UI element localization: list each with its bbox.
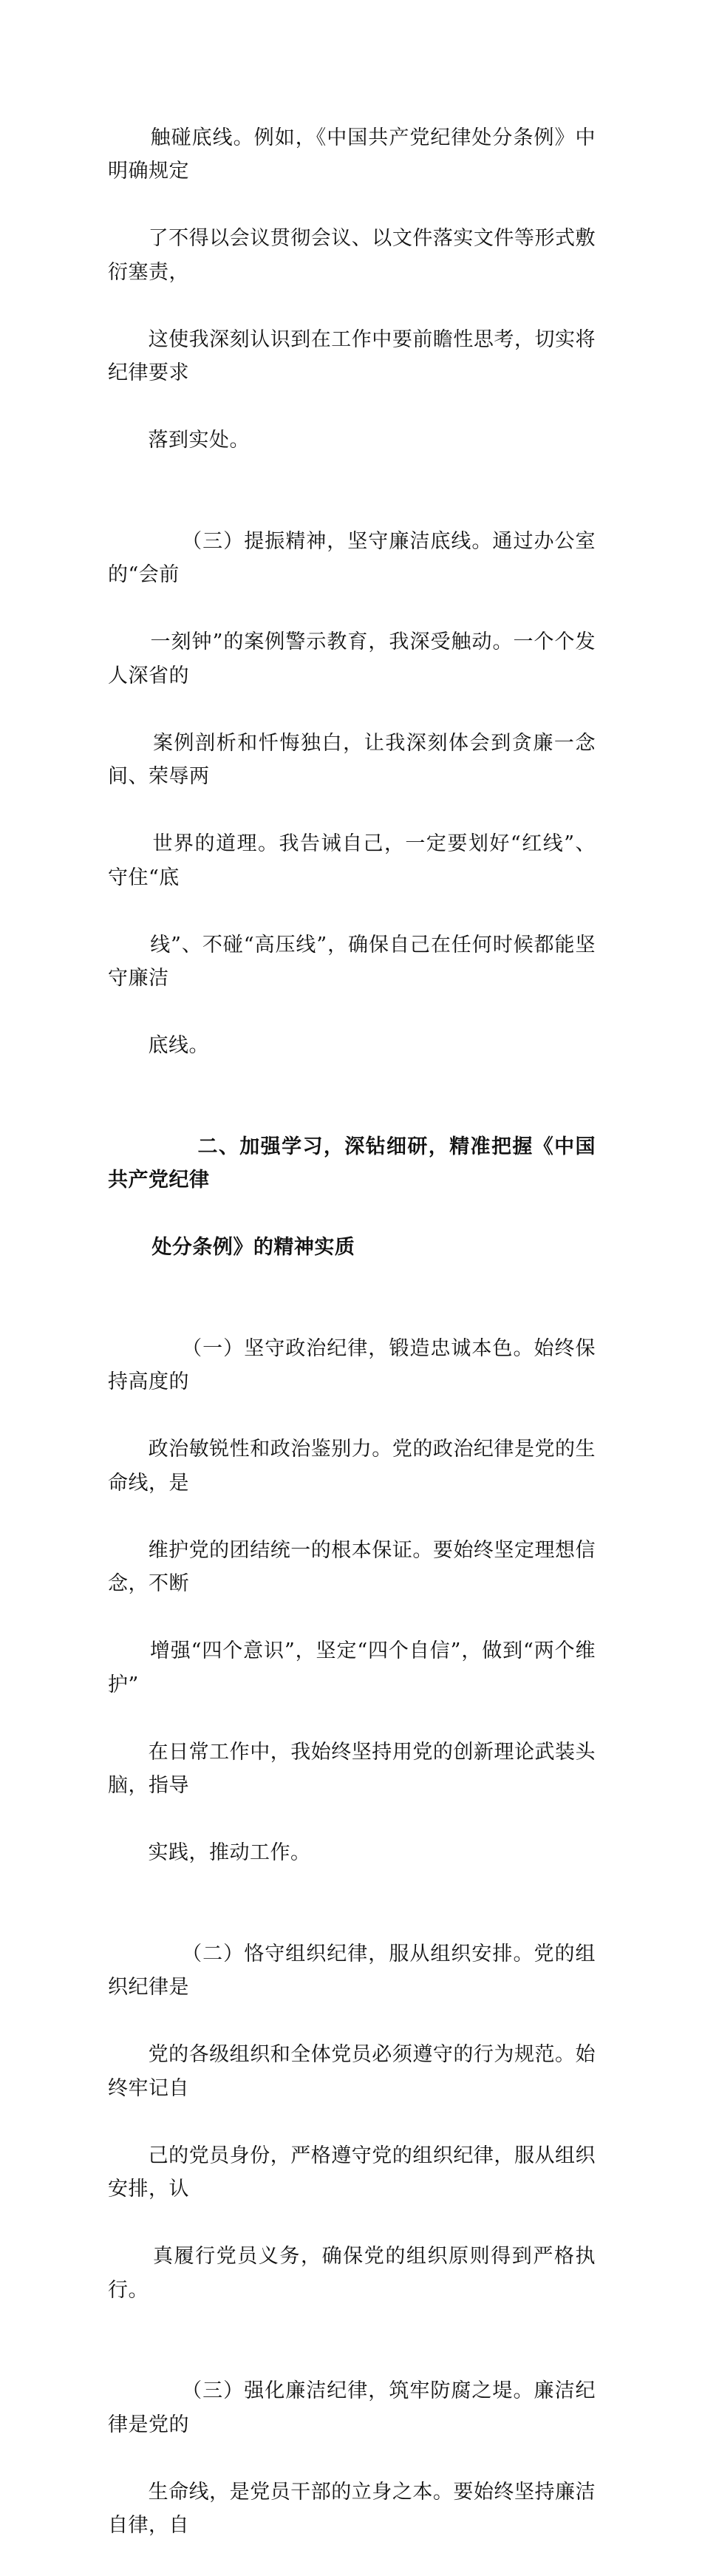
paragraph-discipline-awareness [108, 87, 596, 491]
text-line: 实践，推动工作。 [149, 1841, 311, 1864]
text-line: 世界的道理。我告诫自己，一定要划好“红线”、守住“底 [108, 832, 596, 889]
paragraph-integrity-discipline [108, 2341, 596, 2576]
text-line: 政治敏锐性和政治鉴别力。党的政治纪律是党的生命线，是 [108, 1438, 596, 1495]
text-line: 一刻钟”的案例警示教育，我深受触动。一个个发人深省的 [108, 631, 596, 687]
text-line: 党的各级组织和全体党员必须遵守的行为规范。始终牢记自 [108, 2043, 596, 2100]
section-heading-two [108, 1096, 596, 1298]
paragraph-political-discipline [108, 1298, 596, 1903]
heading-line: 处分条例》的精神实质 [151, 1236, 355, 1259]
document-page [0, 0, 702, 993]
document-body [108, 87, 596, 2576]
paragraph-integrity-bottom-line [108, 491, 596, 1096]
text-line: 己的党员身份，严格遵守党的组织纪律，服从组织安排，认 [108, 2144, 596, 2201]
text-line: （一）坚守政治纪律，锻造忠诚本色。始终保持高度的 [108, 1337, 596, 1394]
text-line: 触碰底线。例如，《中国共产党纪律处分条例》中明确规定 [108, 126, 596, 183]
paragraph-organizational-discipline [108, 1903, 596, 2341]
text-line: （三）强化廉洁纪律，筑牢防腐之堤。廉洁纪律是党的 [108, 2379, 596, 2436]
text-line: 案例剖析和忏悔独白，让我深刻体会到贪廉一念间、荣辱两 [108, 732, 596, 789]
text-line: 底线。 [149, 1034, 210, 1057]
text-line: 维护党的团结统一的根本保证。要始终坚定理想信念，不断 [108, 1539, 596, 1596]
text-line: 这使我深刻认识到在工作中要前瞻性思考，切实将纪律要求 [108, 328, 596, 385]
text-line: 在日常工作中，我始终坚持用党的创新理论武装头脑，指导 [108, 1741, 596, 1798]
text-line: 落到实处。 [149, 429, 251, 452]
text-line: 增强“四个意识”，坚定“四个自信”，做到“两个维护” [108, 1639, 596, 1696]
text-line: 了不得以会议贯彻会议、以文件落实文件等形式敷衍塞责， [108, 227, 596, 284]
text-line: （二）恪守组织纪律，服从组织安排。党的组织纪律是 [108, 1943, 596, 1999]
text-line: 生命线，是党员干部的立身之本。要始终坚持廉洁自律，自 [108, 2481, 596, 2538]
text-line: 线”、不碰“高压线”，确保自己在任何时候都能坚守廉洁 [108, 934, 596, 990]
text-line: （三）提振精神，坚守廉洁底线。通过办公室的“会前 [108, 530, 596, 587]
heading-line: 二、加强学习，深钻细研，精准把握《中国共产党纪律 [108, 1135, 596, 1192]
text-line: 真履行党员义务，确保党的组织原则得到严格执行。 [108, 2245, 596, 2302]
